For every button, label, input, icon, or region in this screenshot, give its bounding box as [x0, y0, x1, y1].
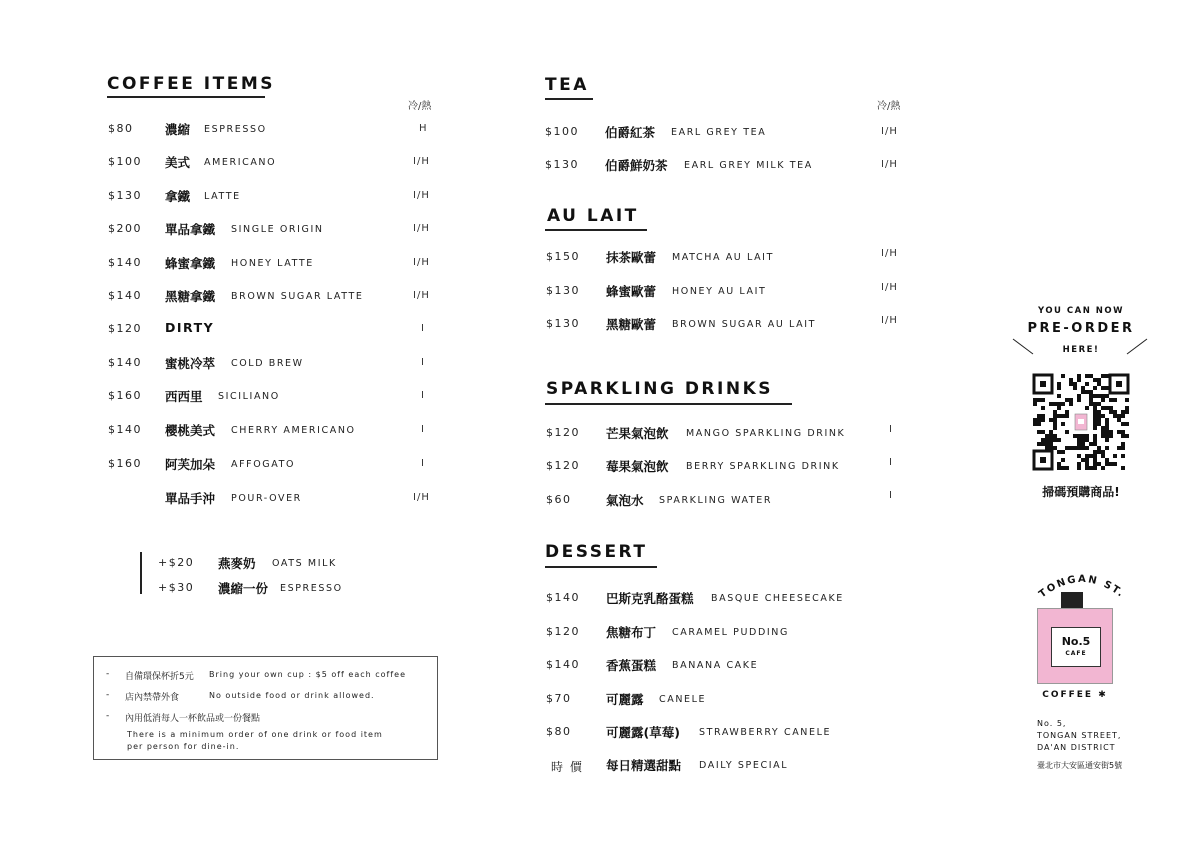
dessert-item-price: $140: [546, 591, 580, 604]
addon-en: ESPRESSO: [280, 583, 343, 594]
coffee-item-zh: 單品拿鐵: [165, 222, 216, 237]
coffee-item-price: $80: [108, 122, 134, 135]
coffee-item-price: $200: [108, 222, 142, 235]
logo-sublabel: CAFE: [1065, 650, 1087, 657]
coffee-item-zh: DIRTY: [165, 320, 215, 335]
coffee-item-zh: 櫻桃美式: [165, 423, 216, 438]
coffee-item-temp: I/H: [413, 492, 430, 503]
coffee-item-temp: I: [421, 323, 425, 334]
sparkling-item-price: $120: [546, 459, 580, 472]
note-en-text: per person for dine-in.: [127, 742, 240, 751]
preorder-line1: YOU CAN NOW: [1037, 306, 1125, 316]
coffee-item-temp: I: [421, 390, 425, 401]
aulait-item-en: MATCHA AU LAIT: [672, 252, 774, 263]
coffee-title-underline: [107, 96, 265, 98]
note-zh: 店內禁帶外食: [125, 693, 180, 703]
addons-bar: [140, 552, 142, 594]
aulait-item-en: HONEY AU LAIT: [672, 286, 767, 297]
sparkling-item-en: BERRY SPARKLING DRINK: [686, 461, 840, 472]
tea-temp-header: 冷/熱: [877, 101, 901, 112]
dessert-item-price: $70: [546, 692, 572, 705]
sparkling-item-temp: I: [889, 457, 893, 468]
coffee-item-temp: I: [421, 424, 425, 435]
dessert-section-title: DESSERT: [545, 542, 648, 562]
coffee-item-en: SICILIANO: [218, 391, 280, 402]
coffee-item-price: $140: [108, 256, 142, 269]
coffee-item-price: $160: [108, 389, 142, 402]
sparkling-item-price: $120: [546, 426, 580, 439]
coffee-item-temp: I/H: [413, 190, 430, 201]
address-block: [1037, 718, 1122, 772]
addon-en: OATS MILK: [272, 558, 337, 569]
note-en-text: There is a minimum order of one drink or food item: [127, 730, 383, 739]
coffee-item-temp: I: [421, 357, 425, 368]
coffee-item-en: AFFOGATO: [231, 459, 296, 470]
note-en-text: Bring your own cup : $5 off each coffee: [209, 670, 406, 679]
coffee-item-temp: I/H: [413, 223, 430, 234]
sparkling-item-zh: 莓果氣泡飲: [606, 459, 669, 474]
preorder-line3: HERE!: [1062, 345, 1100, 355]
note-en: [127, 742, 239, 752]
note-bullet: -: [106, 669, 110, 679]
aulait-item-zh: 黑糖歐蕾: [606, 317, 657, 332]
coffee-item-en: ESPRESSO: [204, 124, 267, 135]
note-bullet: -: [106, 711, 110, 721]
addon-price: +$20: [158, 556, 195, 569]
tea-item-en: EARL GREY MILK TEA: [684, 160, 813, 171]
tea-section-title: TEA: [545, 75, 589, 95]
sparkling-item-zh: 氣泡水: [606, 493, 644, 508]
addon-zh: 濃縮一份: [218, 581, 269, 596]
dessert-item-price: 時 價: [551, 760, 584, 774]
dessert-item-price: $80: [546, 725, 572, 738]
dessert-item-en: BANANA CAKE: [672, 660, 759, 671]
coffee-item-zh: 濃縮: [165, 122, 191, 137]
sparkling-item-en: MANGO SPARKLING DRINK: [686, 428, 846, 439]
coffee-item-temp: I: [421, 458, 425, 469]
address-zh: 臺北市大安區通安街5號: [1037, 761, 1123, 770]
note-en: [127, 730, 383, 740]
note-en: [209, 670, 406, 680]
tea-item-zh: 伯爵紅茶: [605, 125, 656, 140]
address-line2: TONGAN STREET,: [1037, 731, 1122, 740]
coffee-item-price: $160: [108, 457, 142, 470]
aulait-item-temp: I/H: [881, 315, 898, 326]
tea-item-temp: I/H: [881, 126, 898, 137]
tea-item-zh: 伯爵鮮奶茶: [605, 158, 668, 173]
svg-text:TONGAN ST.: TONGAN ST.: [1037, 573, 1127, 601]
coffee-item-en: HONEY LATTE: [231, 258, 314, 269]
tea-item-temp: I/H: [881, 159, 898, 170]
dessert-item-zh: 焦糖布丁: [606, 625, 657, 640]
sparkling-section-title: SPARKLING DRINKS: [546, 379, 773, 399]
coffee-item-temp: I/H: [413, 156, 430, 167]
aulait-section-title: AU LAIT: [547, 206, 639, 226]
addon-zh: 燕麥奶: [218, 556, 256, 571]
coffee-item-zh: 黑糖拿鐵: [165, 289, 216, 304]
coffee-item-en: SINGLE ORIGIN: [231, 224, 324, 235]
dessert-item-price: $120: [546, 625, 580, 638]
sparkling-item-zh: 芒果氣泡飲: [606, 426, 669, 441]
note-en-text: No outside food or drink allowed.: [209, 691, 375, 700]
note-en: [209, 691, 375, 701]
aulait-item-zh: 抹茶歐蕾: [606, 250, 657, 265]
coffee-item-temp: H: [419, 123, 428, 134]
note-zh: 自備環保杯折5元: [125, 672, 194, 682]
coffee-item-en: LATTE: [204, 191, 241, 202]
address-line3: DA'AN DISTRICT: [1037, 743, 1116, 752]
qr-code-icon[interactable]: [1032, 373, 1130, 471]
coffee-item-en: BROWN SUGAR LATTE: [231, 291, 364, 302]
preorder-scan-text: 掃碼預購商品!: [1042, 485, 1120, 499]
tea-item-price: $130: [545, 158, 579, 171]
coffee-item-price: $140: [108, 289, 142, 302]
coffee-item-en: COLD BREW: [231, 358, 304, 369]
tea-title-underline: [545, 98, 593, 100]
logo-bottle-cap: [1061, 592, 1083, 608]
coffee-item-en: POUR-OVER: [231, 493, 302, 504]
dessert-item-zh: 可麗露(草莓): [606, 725, 680, 740]
logo-label: [1051, 627, 1101, 667]
coffee-item-price: $100: [108, 155, 142, 168]
coffee-item-zh: 拿鐵: [165, 189, 191, 204]
logo-bottle: [1037, 608, 1113, 684]
coffee-item-price: $140: [108, 356, 142, 369]
tea-item-en: EARL GREY TEA: [671, 127, 767, 138]
coffee-item-zh: 西西里: [165, 389, 203, 404]
dessert-item-zh: 每日精選甜點: [606, 758, 682, 773]
dessert-item-zh: 巴斯克乳酪蛋糕: [606, 591, 694, 606]
coffee-item-en: AMERICANO: [204, 157, 277, 168]
dessert-item-en: BASQUE CHEESECAKE: [711, 593, 844, 604]
coffee-item-temp: I/H: [413, 257, 430, 268]
sparkling-item-price: $60: [546, 493, 572, 506]
dessert-item-en: DAILY SPECIAL: [699, 760, 789, 771]
aulait-item-price: $150: [546, 250, 580, 263]
aulait-item-temp: I/H: [881, 248, 898, 259]
coffee-item-zh: 阿芙加朵: [165, 457, 216, 472]
logo-bottom-text: COFFEE ✱: [1042, 690, 1108, 700]
coffee-item-price: $120: [108, 322, 142, 335]
aulait-item-temp: I/H: [881, 282, 898, 293]
dessert-item-en: CARAMEL PUDDING: [672, 627, 789, 638]
addon-price: +$30: [158, 581, 195, 594]
preorder-rays-icon: [1010, 336, 1150, 358]
dessert-item-en: CANELE: [659, 694, 707, 705]
dessert-item-en: STRAWBERRY CANELE: [699, 727, 832, 738]
coffee-item-temp: I/H: [413, 290, 430, 301]
coffee-temp-header: 冷/熱: [408, 101, 432, 112]
note-bullet: -: [106, 690, 110, 700]
coffee-item-en: CHERRY AMERICANO: [231, 425, 356, 436]
aulait-item-price: $130: [546, 317, 580, 330]
note-zh: 內用低消每人一杯飲品或一份餐點: [125, 714, 261, 724]
notes-box: [93, 656, 438, 760]
coffee-item-zh: 美式: [165, 155, 191, 170]
address-line1: No. 5,: [1037, 719, 1067, 728]
aulait-item-zh: 蜂蜜歐蕾: [606, 284, 657, 299]
sparkling-item-en: SPARKLING WATER: [659, 495, 773, 506]
tea-item-price: $100: [545, 125, 579, 138]
coffee-item-price: $140: [108, 423, 142, 436]
dessert-title-underline: [545, 566, 657, 568]
logo-label-text: No.5: [1061, 635, 1091, 648]
coffee-item-zh: 蜂蜜拿鐵: [165, 256, 216, 271]
dessert-item-price: $140: [546, 658, 580, 671]
coffee-item-zh: 蜜桃冷萃: [165, 356, 216, 371]
coffee-item-zh: 單品手沖: [165, 491, 216, 506]
aulait-title-underline: [545, 229, 647, 231]
aulait-item-en: BROWN SUGAR AU LAIT: [672, 319, 817, 330]
coffee-item-price: $130: [108, 189, 142, 202]
sparkling-item-temp: I: [889, 424, 893, 435]
coffee-section-title: COFFEE ITEMS: [107, 74, 275, 94]
dessert-item-zh: 香蕉蛋糕: [606, 658, 657, 673]
dessert-item-zh: 可麗露: [606, 692, 644, 707]
sparkling-title-underline: [545, 403, 792, 405]
aulait-item-price: $130: [546, 284, 580, 297]
preorder-line2: PRE-ORDER: [1027, 321, 1135, 336]
sparkling-item-temp: I: [889, 490, 893, 501]
